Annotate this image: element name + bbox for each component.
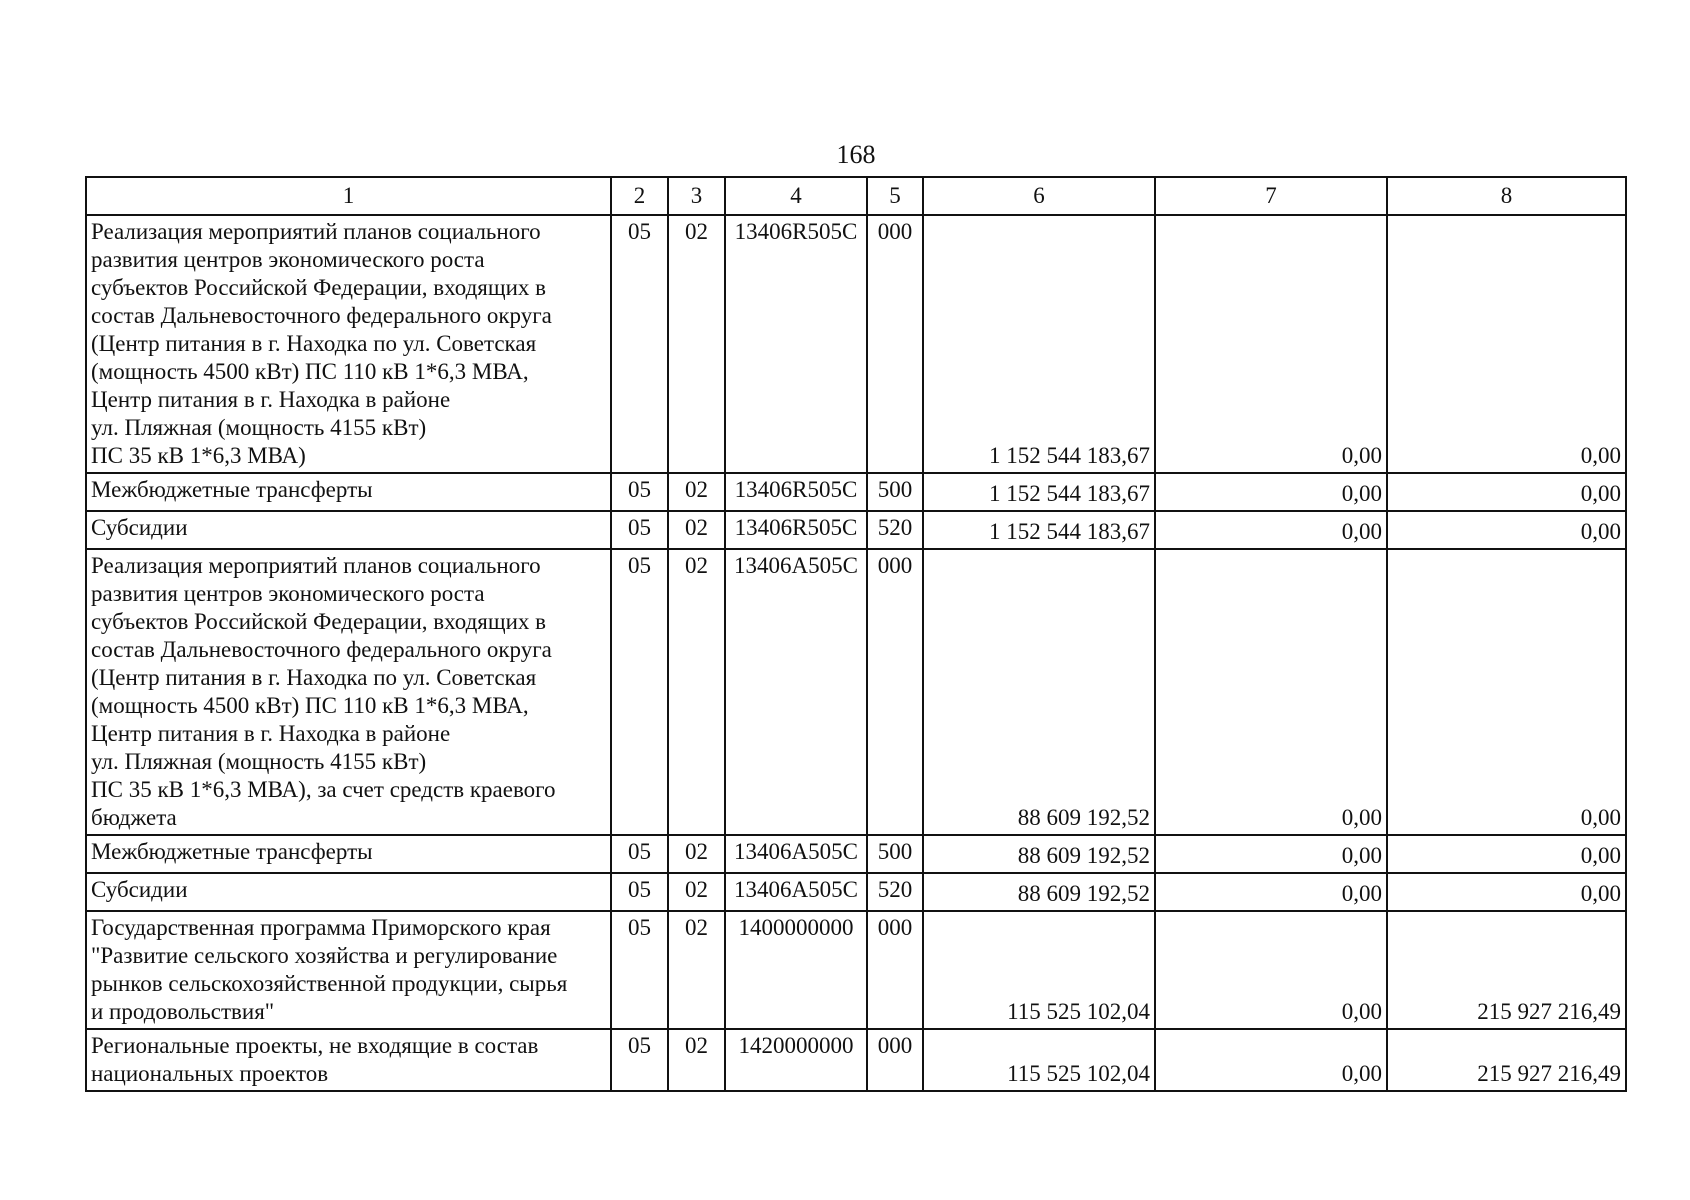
amount-col7: 0,00	[1155, 511, 1387, 549]
target-article-code: 13406R505C	[725, 473, 867, 511]
item-name: Государственная программа Приморского края "Развитие сельского хозяйства и регулирование рынков сельскохозяйственной продукции, сырья и продовольствия"	[86, 911, 611, 1029]
budget-table	[85, 176, 1627, 1092]
amount-col6: 88 609 192,52	[923, 835, 1155, 873]
section-code: 05	[611, 549, 668, 835]
amount-col7: 0,00	[1155, 215, 1387, 473]
expense-type-code: 500	[867, 835, 923, 873]
target-article-code: 13406A505C	[725, 873, 867, 911]
item-name: Реализация мероприятий планов социального развития центров экономического роста субъектов Российской Федерации, входящих в состав Дальневосточного федерального округа (Центр питания в г. Находка по ул. Советская (мощность 4500 кВт) ПС 110 кВ 1*6,3 МВА, Центр питания в г. Находка в районе ул. Пляжная (мощность 4155 кВт) ПС 35 кВ 1*6,3 МВА)	[86, 215, 611, 473]
expense-type-code: 000	[867, 549, 923, 835]
target-article-code: 13406R505C	[725, 511, 867, 549]
amount-col8: 0,00	[1387, 511, 1626, 549]
table-row	[86, 215, 1626, 473]
amount-col6: 115 525 102,04	[923, 911, 1155, 1029]
amount-col8: 0,00	[1387, 215, 1626, 473]
expense-type-code: 000	[867, 215, 923, 473]
amount-col8: 0,00	[1387, 873, 1626, 911]
column-header: 3	[668, 177, 725, 215]
item-name: Межбюджетные трансферты	[86, 473, 611, 511]
item-name: Региональные проекты, не входящие в состав национальных проектов	[86, 1029, 611, 1091]
expense-type-code: 500	[867, 473, 923, 511]
column-header: 8	[1387, 177, 1626, 215]
amount-col6: 88 609 192,52	[923, 549, 1155, 835]
column-header: 2	[611, 177, 668, 215]
table-row	[86, 873, 1626, 911]
subsection-code: 02	[668, 911, 725, 1029]
section-code: 05	[611, 911, 668, 1029]
expense-type-code: 520	[867, 511, 923, 549]
subsection-code: 02	[668, 511, 725, 549]
amount-col7: 0,00	[1155, 549, 1387, 835]
subsection-code: 02	[668, 549, 725, 835]
page-number: 168	[836, 140, 876, 169]
table-row	[86, 549, 1626, 835]
target-article-code: 1420000000	[725, 1029, 867, 1091]
table-row	[86, 473, 1626, 511]
amount-col7: 0,00	[1155, 835, 1387, 873]
amount-col6: 1 152 544 183,67	[923, 511, 1155, 549]
amount-col8: 0,00	[1387, 549, 1626, 835]
amount-col8: 0,00	[1387, 473, 1626, 511]
item-name: Реализация мероприятий планов социального развития центров экономического роста субъектов Российской Федерации, входящих в состав Дальневосточного федерального округа (Центр питания в г. Находка по ул. Советская (мощность 4500 кВт) ПС 110 кВ 1*6,3 МВА, Центр питания в г. Находка в районе ул. Пляжная (мощность 4155 кВт) ПС 35 кВ 1*6,3 МВА), за счет средств краевого бюджета	[86, 549, 611, 835]
subsection-code: 02	[668, 873, 725, 911]
amount-col6: 1 152 544 183,67	[923, 473, 1155, 511]
column-header: 4	[725, 177, 867, 215]
subsection-code: 02	[668, 835, 725, 873]
amount-col6: 115 525 102,04	[923, 1029, 1155, 1091]
item-name: Межбюджетные трансферты	[86, 835, 611, 873]
amount-col6: 1 152 544 183,67	[923, 215, 1155, 473]
target-article-code: 13406A505C	[725, 835, 867, 873]
column-header: 5	[867, 177, 923, 215]
amount-col7: 0,00	[1155, 911, 1387, 1029]
column-header: 6	[923, 177, 1155, 215]
item-name: Субсидии	[86, 873, 611, 911]
section-code: 05	[611, 873, 668, 911]
header-row	[86, 177, 1626, 215]
amount-col7: 0,00	[1155, 873, 1387, 911]
amount-col8: 215 927 216,49	[1387, 911, 1626, 1029]
expense-type-code: 000	[867, 1029, 923, 1091]
section-code: 05	[611, 473, 668, 511]
subsection-code: 02	[668, 215, 725, 473]
expense-type-code: 520	[867, 873, 923, 911]
expense-type-code: 000	[867, 911, 923, 1029]
target-article-code: 13406R505C	[725, 215, 867, 473]
amount-col6: 88 609 192,52	[923, 873, 1155, 911]
table-row	[86, 511, 1626, 549]
subsection-code: 02	[668, 1029, 725, 1091]
amount-col7: 0,00	[1155, 1029, 1387, 1091]
section-code: 05	[611, 835, 668, 873]
section-code: 05	[611, 1029, 668, 1091]
amount-col7: 0,00	[1155, 473, 1387, 511]
target-article-code: 13406A505C	[725, 549, 867, 835]
table-row	[86, 911, 1626, 1029]
amount-col8: 0,00	[1387, 835, 1626, 873]
table-row	[86, 835, 1626, 873]
column-header: 1	[86, 177, 611, 215]
section-code: 05	[611, 215, 668, 473]
target-article-code: 1400000000	[725, 911, 867, 1029]
table-row	[86, 1029, 1626, 1091]
item-name: Субсидии	[86, 511, 611, 549]
column-header: 7	[1155, 177, 1387, 215]
section-code: 05	[611, 511, 668, 549]
amount-col8: 215 927 216,49	[1387, 1029, 1626, 1091]
subsection-code: 02	[668, 473, 725, 511]
